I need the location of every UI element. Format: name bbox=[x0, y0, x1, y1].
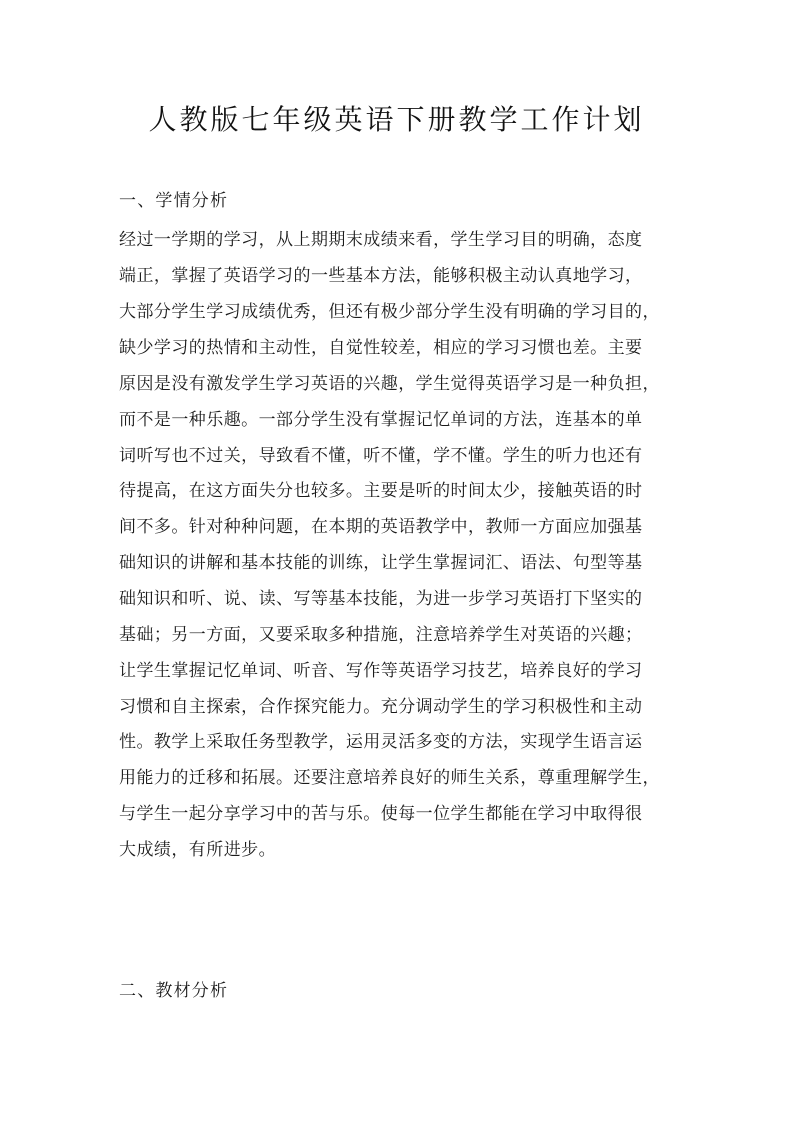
section-heading-2: 二、教材分析 bbox=[119, 981, 229, 1001]
paragraph-line: 习惯和自主探索，合作探究能力。充分调动学生的学习积极性和主动 bbox=[119, 697, 643, 717]
paragraph-line: 性。教学上采取任务型教学，运用灵活多变的方法，实现学生语言运 bbox=[119, 732, 643, 752]
paragraph-line: 原因是没有激发学生学习英语的兴趣，学生觉得英语学习是一种负担， bbox=[119, 374, 660, 394]
paragraph-line: 础知识和听、说、读、写等基本技能，为进一步学习英语打下坚实的 bbox=[119, 589, 643, 609]
paragraph-line: 缺少学习的热情和主动性，自觉性较差，相应的学习习惯也差。主要 bbox=[119, 338, 643, 358]
paragraph-line: 端正，掌握了英语学习的一些基本方法，能够积极主动认真地学习， bbox=[119, 266, 643, 286]
paragraph-line: 基础；另一方面，又要采取多种措施，注意培养学生对英语的兴趣； bbox=[119, 625, 643, 645]
paragraph-line: 让学生掌握记忆单词、听音、写作等英语学习技艺，培养良好的学习 bbox=[119, 661, 643, 681]
section-heading-1: 一、学情分析 bbox=[119, 191, 229, 211]
paragraph-line: 与学生一起分享学习中的苦与乐。使每一位学生都能在学习中取得很 bbox=[119, 804, 643, 824]
paragraph-line: 用能力的迁移和拓展。还要注意培养良好的师生关系，尊重理解学生， bbox=[119, 768, 660, 788]
paragraph-line: 大成绩，有所进步。 bbox=[119, 840, 277, 860]
paragraph-line: 词听写也不过关，导致看不懂，听不懂，学不懂。学生的听力也还有 bbox=[119, 446, 643, 466]
paragraph-line: 间不多。针对种种问题，在本期的英语教学中，教师一方面应加强基 bbox=[119, 517, 643, 537]
paragraph-line: 经过一学期的学习，从上期期末成绩来看，学生学习目的明确，态度 bbox=[119, 230, 643, 250]
paragraph-line: 础知识的讲解和基本技能的训练，让学生掌握词汇、语法、句型等基 bbox=[119, 553, 643, 573]
paragraph-line: 大部分学生学习成绩优秀，但还有极少部分学生没有明确的学习目的， bbox=[119, 302, 660, 322]
paragraph-line: 而不是一种乐趣。一部分学生没有掌握记忆单词的方法，连基本的单 bbox=[119, 410, 643, 430]
document-title: 人教版七年级英语下册教学工作计划 bbox=[148, 103, 645, 136]
paragraph-line: 待提高，在这方面失分也较多。主要是听的时间太少，接触英语的时 bbox=[119, 481, 643, 501]
